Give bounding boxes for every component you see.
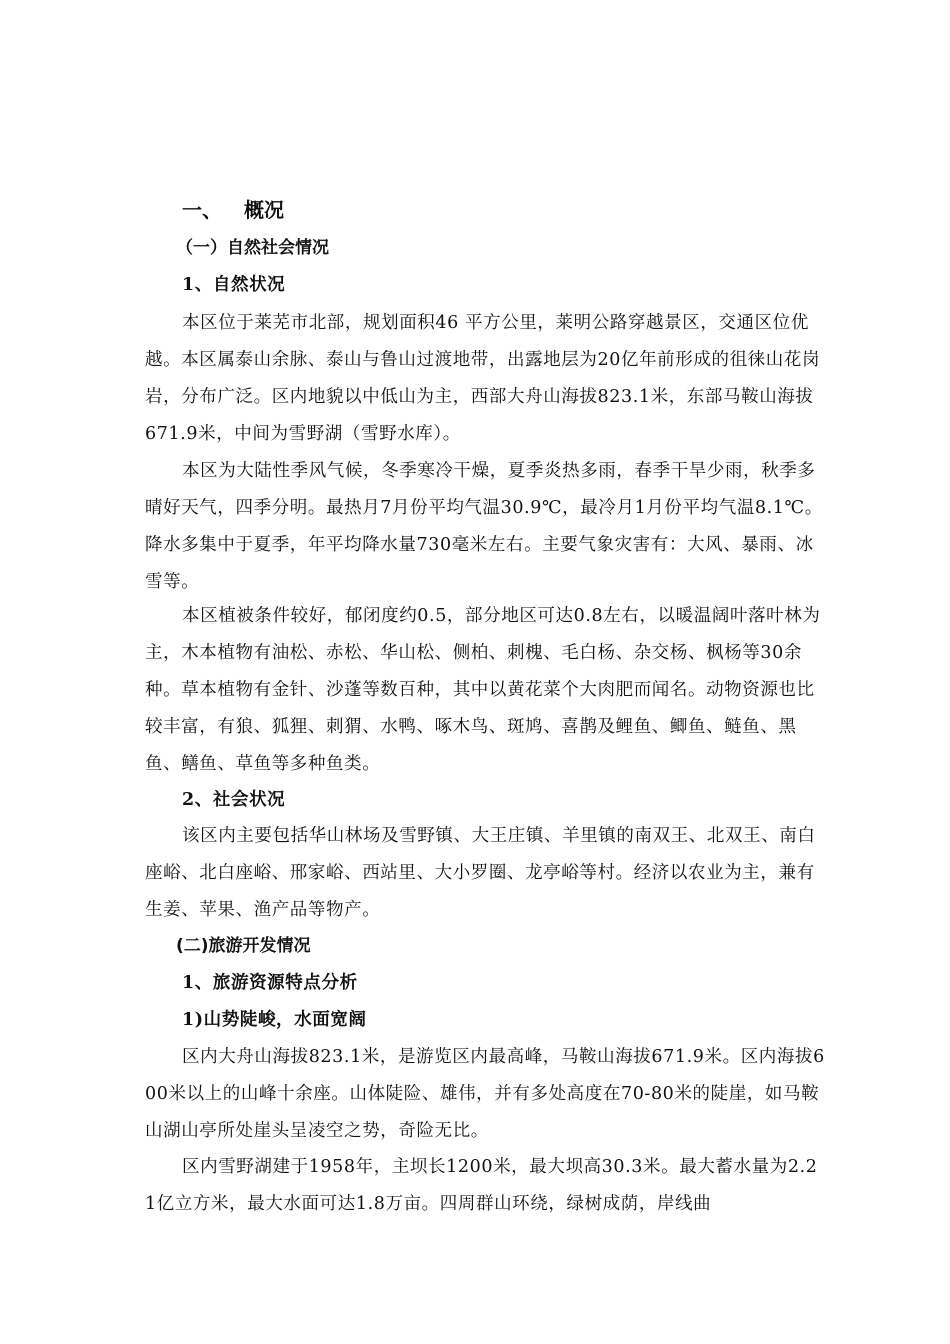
paragraph-lake: 区内雪野湖建于1958年，主坝长1200米，最大坝高30.3米。最大蓄水量为2.21亿立方米，最大水面可达1.8万亩。四周群山环绕，绿树成荫，岸线曲 [145,1157,818,1214]
subsection-heading-natural: 1、自然状况 [182,275,286,295]
paragraph-vegetation: 本区植被条件较好，郁闭度约0.5，部分地区可达0.8左右，以暖温阔叶落叶林为主，木本植物有油松、赤松、华山松、侧柏、刺槐、毛白杨、杂交杨、枫杨等30余种。草本植物有金针、沙蓬等数百种，其中以黄花菜个大肉肥而闻名。动物资源也比较丰富，有狼、狐狸、刺猬、水鸭、啄木鸟、斑鸠、喜鹊及鲤鱼、鲫鱼、鲢鱼、黑鱼、鳝鱼、草鱼等多种鱼类。 [145,606,821,774]
chapter-number: 一、 [182,198,222,222]
chapter-heading [182,192,284,228]
subsection-heading-mountains: 1)山势陡峻，水面宽阔 [182,1010,367,1030]
section-heading-natural-social: （一）自然社会情况 [176,238,329,258]
section-heading-tourism: (二)旅游开发情况 [176,936,311,956]
chapter-title: 概况 [244,198,284,222]
subsection-heading-social: 2、社会状况 [182,790,286,810]
paragraph-social: 该区内主要包括华山林场及雪野镇、大王庄镇、羊里镇的南双王、北双王、南白座峪、北白座峪、邢家峪、西站里、大小罗圈、龙亭峪等村。经济以农业为主，兼有生姜、苹果、渔产品等物产。 [145,826,816,920]
paragraph-location: 本区位于莱芜市北部，规划面积46 平方公里，莱明公路穿越景区，交通区位优越。本区属泰山余脉、泰山与鲁山过渡地带，出露地层为20亿年前形成的徂徕山花岗岩，分布广泛。区内地貌以中低山为主，西部大舟山海拔823.1米，东部马鞍山海拔671.9米，中间为雪野湖（雪野水库）。 [145,313,821,444]
paragraph-mountains: 区内大舟山海拔823.1米，是游览区内最高峰，马鞍山海拔671.9米。区内海拔600米以上的山峰十余座。山体陡险、雄伟，并有多处高度在70-80米的陡崖，如马鞍山湖山亭所处崖头呈凌空之势，奇险无比。 [145,1047,825,1141]
subsection-heading-resources: 1、旅游资源特点分析 [182,973,358,993]
paragraph-climate: 本区为大陆性季风气候，冬季寒冷干燥，夏季炎热多雨，春季干旱少雨，秋季多晴好天气，四季分明。最热月7月份平均气温30.9℃，最冷月1月份平均气温8.1℃。降水多集中于夏季，年平均降水量730毫米左右。主要气象灾害有：大风、暴雨、冰雪等。 [145,461,823,592]
